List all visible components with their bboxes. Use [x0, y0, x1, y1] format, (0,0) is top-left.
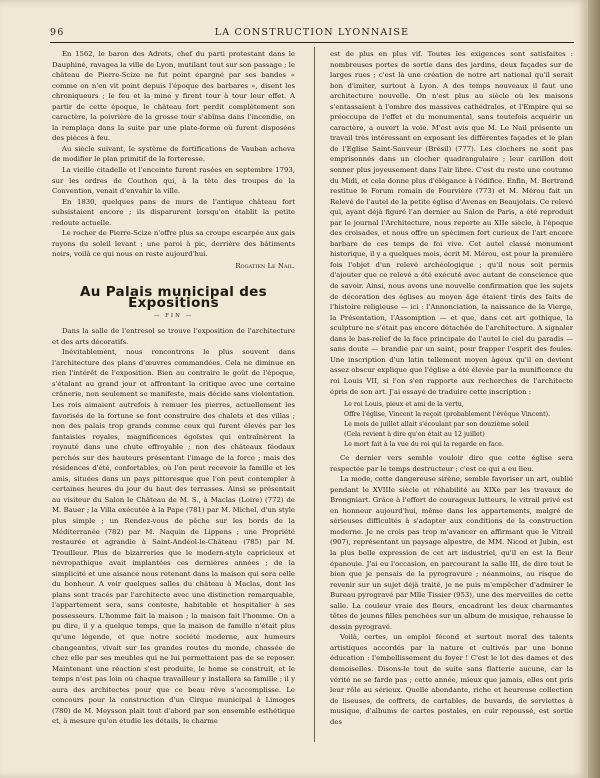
- body-paragraph: La mode, cette dangereuse sirène, semble favoriser un art, oublié pendant le XVIIIe siècle et réhabilité au XIXe par les travaux de Brongniart. Grâce à l'effort de courageux lutteurs, le vitrail privé est en honneur aujourd'hui, même dans les appartements, malgré de sérieuses difficultés à s'adapter aux conditions de la construction moderne. Je ne crois pas trop m'avancer en affirmant que le Vitrail (907), représentant un paysage alpestre, de MM. Nicod et Jubin, est la plus belle expression de cet art industriel, qu'il en est la fleur épanouie. J'ai eu l'occasion, en parcourant la salle III, de dire tout le bien que je pensais de la pyrogravure ; néanmoins, au risque de revenir sur un sujet déjà traité, je ne puis m'empêcher d'admirer le Bureau pyrogravé par Mlle Tissier (953), une des merveilles de cette salle. La couleur vraie des fleurs, encadrant les deux charmantes têtes de jeunes filles penchées sur un album de musique, rehausse le dessin pyrogravé.: [330, 475, 573, 631]
- body-paragraph: En 1562, le baron des Adrets, chef du parti protestant dans le Dauphiné, ravagea la ville de Lyon, mutilant tout sur son passage ; le château de Pierre-Scize ne fut point épargné par ses bandes « comme on n'en vit point depuis l'époque des barbares », disent les chroniqueurs ; le feu et la mine y firent tour à tour leur effet. A partir de cette époque, le château fort perdit complètement son caractère, la poivrière de la grosse tour s'abîma dans l'incendie, on la remplaça dans la suite par une plate-forme où furent disposées des pièces à feu.: [52, 50, 295, 143]
- body-paragraph: Au siècle suivant, le système de fortifications de Vauban acheva de modifier le plan primitif de la forteresse.: [52, 144, 295, 164]
- left-column: [52, 49, 295, 727]
- inscription-line: Offre l'église, Vincent la reçoit (probablement l'évêque Vincent).: [344, 411, 551, 419]
- body-paragraph: La vieille citadelle et l'enceinte furent rasées en septembre 1793, sur les ordres de Couthon qui, à la tête des troupes de la Convention, venait d'envahir la ville.: [52, 166, 295, 196]
- running-title: LA CONSTRUCTION LYONNAISE: [214, 27, 410, 38]
- body-paragraph: Dans la salle de l'entresol se trouve l'exposition de l'architecture et des arts décoratifs.: [52, 327, 295, 346]
- inscription-line: Le mort fait à la vue du roi qui la regarde en face.: [344, 441, 504, 449]
- body-paragraph: Inévitablement, nous rencontrons le plus souvent dans l'architecture des plans d'œuvres commandées. Cela ne diminue en rien l'intérêt de l'exposition. Bien au contraire le goût de l'époque, s'étalant au grand jour et affrontant la critique avec une certaine crânerie, non seulement se manifeste, mais décide sans violentation. Les rois aimaient autrefois à remuer les pierres, actuellement les favorisés de la fortune se font construire des chalets et des villas ; non des palais trop grands comme ceux qui furent élevés par les fantaisies royales, magnificences égoïstes qui entraînèrent la royauté dans une chute effroyable ; non des châteaux féodaux perchés sur des hauteurs présentant l'image de la force ; mais des résidences d'été, confortables, où l'on peut recevoir la famille et les amis, situées dans un pays pittoresque que l'on peut contempler à certaines heures du jour du haut des terrasses. Ainsi se présentait au visiteur du Salon le Château de M. S., à Maclas (Loire) (772) de M. Bauer ; la Villa exécutée à la Pape (781) par M. Michel, d'un style plus simple ; un Rendez-vous de pêche sur les bords de la Méditerranée (782) par M. Naquin de Lippens ; une Propriété restaurée et agrandie à Saint-Andéol-le-Château (785) par M. Trouilleur. Plus de bizarreries que le modern-style capricieux et névropathique avait implantées ces dernières années ; de la simplicité et une aisance nous retenant dans la maison qui sera celle du bonheur. A voir quelques salles du château à Maclas, dont les plans sont tracés par l'architecte avec une distinction remarquable, l'appartement sera, sans conteste, habitable et hospitalier à ses possesseurs. L'homme fait la maison ; la maison fait l'homme. On a pu dire, il y a quelque temps, que la maison de famille n'était plus qu'une légende, et que notre société moderne, aux humeurs changeantes, vivait sur les grandes routes du monde, chassée de chez elle par ses meubles qui ne lui permettaient pas de se reposer. Maintenant une réaction s'est produite, le home se construit, et le temps n'est pas loin où chaque travailleur y installera sa famille ; il y aura des architectes pour que ce beau rêve s'accomplisse. Le concours pour la construction d'un Cirque municipal à Limoges (780) de M. Meysson plait tout d'abord par son ensemble esthétique et, à mesure qu'on étudie les détails, le charme: [52, 348, 295, 726]
- right-column: [330, 49, 573, 727]
- inscription-translation: [344, 400, 573, 450]
- body-paragraph: est de plus en plus vif. Toutes les exigences sont satisfaites : nombreuses portes de sortie dans des jardins, deux façades sur de larges rues ; c'est là une création de notre art national qu'il serait bon d'imiter, surtout à Lyon. A des temps nouveaux il faut une architecture nouvelle. On n'est plus au siècle où les maisons s'entassaient à l'ombre des massives cathédrales, et l'Empire qui se préoccupa de l'effet et du monumental, sans toutefois acquérir un caractère, a ouvert la voie. M'est avis que M. Le Nail présente un travail très intéressant en exposant les différentes façades et le plan de l'Eglise Saint-Sauveur (Brésil) (777). Les clochers ne sont pas emprisonnés dans un clocher quadrangulaire ; leur carillon doit sonner plus joyeusement dans l'air libre. C'est du reste une coutume du Midi, et cela donne plus d'élégance à l'édifice. Enfin, M. Bertrand restitue le Forum romain de Fourvière (773) et M. Mérou fait un Relevé de l'autel de la petite église d'Avenas en Beaujolais. Ce relevé qui, ayant déjà figuré l'an dernier au Salon de Paris, a été reproduit par le journal l'Architecture, nous reporte au XIIe siècle, à l'époque des croisades, et nous offre un spécimen fort curieux de l'art encore barbare de ces temps de foi vive. Cet autel classé monument historique, il y a quelques mois, écrit M. Mérou, est pour la première fois l'objet d'un relevé archéologique ; qu'il nous soit permis d'ajouter que ce relevé a été exécuté avec autant de conscience que de savoir. Ainsi, nous avons une nouvelle confirmation que les sujets de décoration des églises au moyen âge étaient tirés des faits de l'histoire religieuse — ici : l'Annonciation, la naissance de la Vierge, la Présentation, l'Assomption — et que, dans cet art gothique, la sculpture ne s'était pas encore détachée de l'architecture. A signaler dans le bas-relief de la face principale de l'autel le ciel du paradis — sans doute — brandie par un saint, pour frapper l'esprit des foules. Une inscription d'un latin tellement moyen âgeux qu'il en devient assez obscur explique que l'église a été élevée par la munificence du roi Louis VII, si l'on s'en rapporte aux recherches de l'architecte épris de son art. J'ai essayé de traduire cette inscription :: [330, 50, 573, 396]
- section-subtitle: — FIN —: [153, 312, 194, 319]
- body-paragraph: En 1830, quelques pans de murs de l'antique château fort subsistaient encore ; ils disparurent lorsqu'on établit la petite redoute actuelle.: [52, 197, 295, 227]
- header-rule: [50, 42, 574, 43]
- inscription-line: (Cela revient à dire qu'on était au 12 juillet): [344, 431, 485, 439]
- body-paragraph: Ce dernier vers semble vouloir dire que cette église sera respectée par le temps destructeur ; c'est ce qui a eu lieu.: [330, 454, 573, 473]
- inscription-line: Le mois de juillet allait s'écoulant par son douzième soleil: [344, 421, 529, 429]
- body-paragraph: Le rocher de Pierre-Scize n'offre plus sa croupe escarpée aux gais rayons du soleil levant ; une paroi à pic, derrière des bâtiments noirs, voilà ce qui nous en reste aujourd'hui.: [52, 229, 295, 259]
- column-divider: [314, 47, 315, 742]
- inscription-line: Le roi Louis, pieux et ami de la vertu,: [344, 401, 464, 409]
- author-signature: Rogatien Le Nail.: [235, 261, 295, 270]
- page-number: 96: [50, 27, 65, 38]
- book-spine-shadow: [588, 0, 600, 778]
- section-title: Au Palais municipal des Expositions: [80, 284, 267, 312]
- body-paragraph: Voilà, certes, un emploi fécond et surtout moral des talents artistiques accordés par la nature et cultivés par une bonne éducation : l'embellissement du foyer ! C'est le lot des dames et des demoiselles. Disons-le tout de suite sans flatterie aucune, car la vérité ne se farde pas ; cette année, mieux que jamais, elles ont pris leur rôle au sérieux. Quelle abondante, riche et heureuse collection de liseuses, de coffrets, de cartables, de buvards, de serviettes à musique, d'albums de cartes postales, en cuir repoussé, est sortie des: [330, 633, 573, 726]
